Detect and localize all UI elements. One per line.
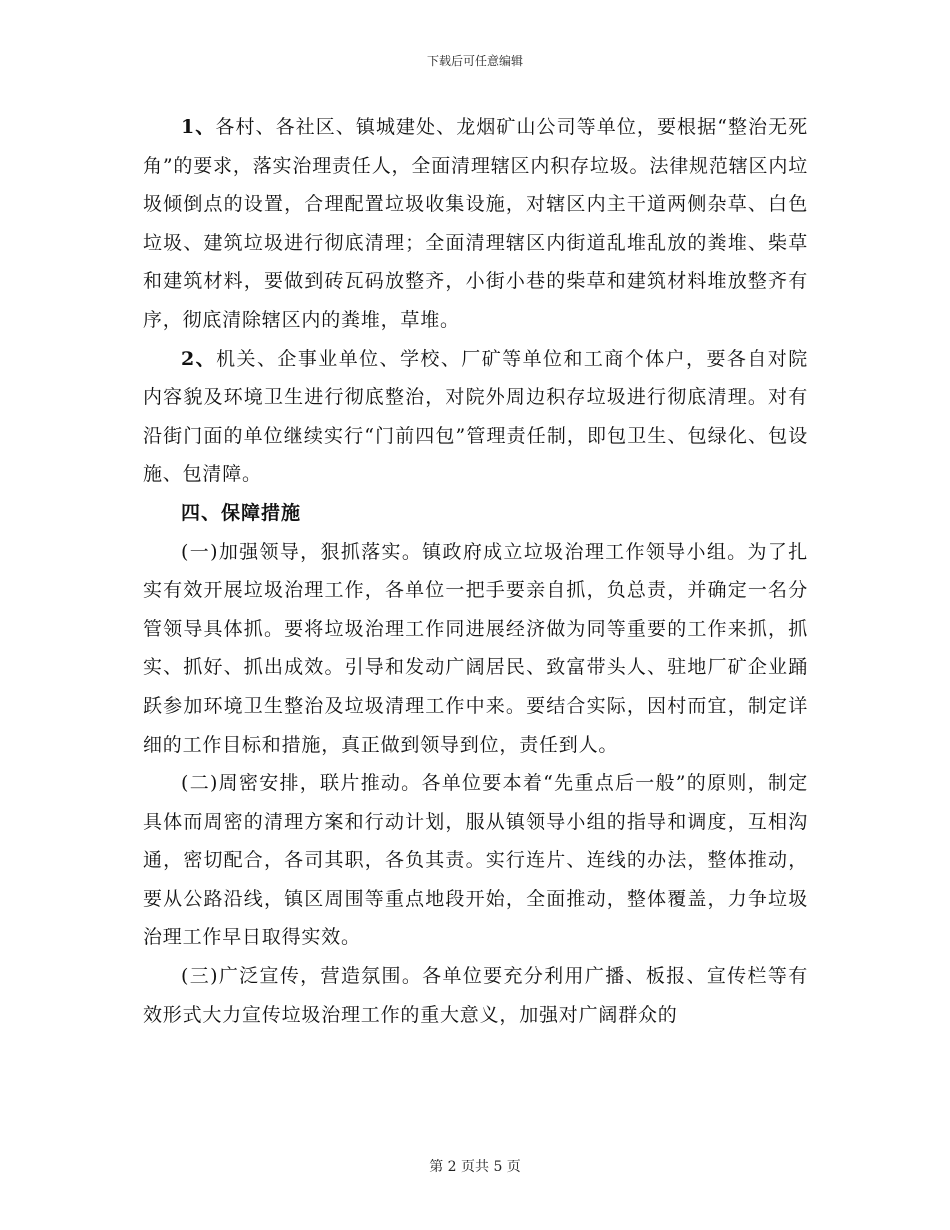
page-footer: 第 2 页共 5 页 — [429, 1159, 521, 1175]
measure-1: (一)加强领导，狠抓落实。镇政府成立垃圾治理工作领导小组。为了扎实有效开展垃圾治理工作，各单位一把手要亲自抓，负总责，并确定一名分管领导具体抓。要将垃圾治理工作同进展经济做为同等重要的工作来抓，抓实、抓好、抓出成效。引导和发动广阔居民、致富带头人、驻地厂矿企业踊跃参加环境卫生整治及垃圾清理工作中来。要结合实际，因村而宜，制定详细的工作目标和措施，真正做到领导到位，责任到人。 — [143, 540, 808, 756]
paragraph-number: 1、 — [181, 116, 216, 138]
measure-2: (二)周密安排，联片推动。各单位要本着“先重点后一般”的原则，制定具体而周密的清理方案和行动计划，服从镇领导小组的指导和调度，互相沟通，密切配合，各司其职，各负其责。实行连片、连线的办法，整体推动，要从公路沿线，镇区周围等重点地段开始，全面推动，整体覆盖，力争垃圾治理工作早日取得实效。 — [143, 772, 808, 949]
paragraph-text: 各村、各社区、镇城建处、龙烟矿山公司等单位，要根据“整治无死角”的要求，落实治理责任人，全面清理辖区内积存垃圾。法律规范辖区内垃圾倾倒点的设置，合理配置垃圾收集设施，对辖区内主干道两侧杂草、白色垃圾、建筑垃圾进行彻底清理；全面清理辖区内街道乱堆乱放的粪堆、柴草和建筑材料，要做到砖瓦码放整齐，小街小巷的柴草和建筑材料堆放整齐有序，彻底清除辖区内的粪堆，草堆。 — [143, 116, 808, 331]
paragraph-1 — [143, 108, 808, 340]
paragraph-2 — [143, 340, 808, 494]
measure-3: (三)广泛宣传，营造氛围。各单位要充分利用广播、板报、宣传栏等有效形式大力宣传垃圾治理工作的重大意义，加强对广阔群众的 — [143, 965, 808, 1026]
page-header: 下载后可任意编辑 — [426, 54, 523, 68]
paragraph-text: 机关、企事业单位、学校、厂矿等单位和工商个体户，要各自对院内容貌及环境卫生进行彻底整治，对院外周边积存垃圾进行彻底清理。对有沿街门面的单位继续实行“门前四包”管理责任制，即包卫生、包绿化、包设施、包清障。 — [143, 347, 808, 486]
section-title: 四、保障措施 — [181, 501, 302, 524]
document-body — [143, 108, 808, 1034]
paragraph-number: 2、 — [181, 347, 217, 370]
